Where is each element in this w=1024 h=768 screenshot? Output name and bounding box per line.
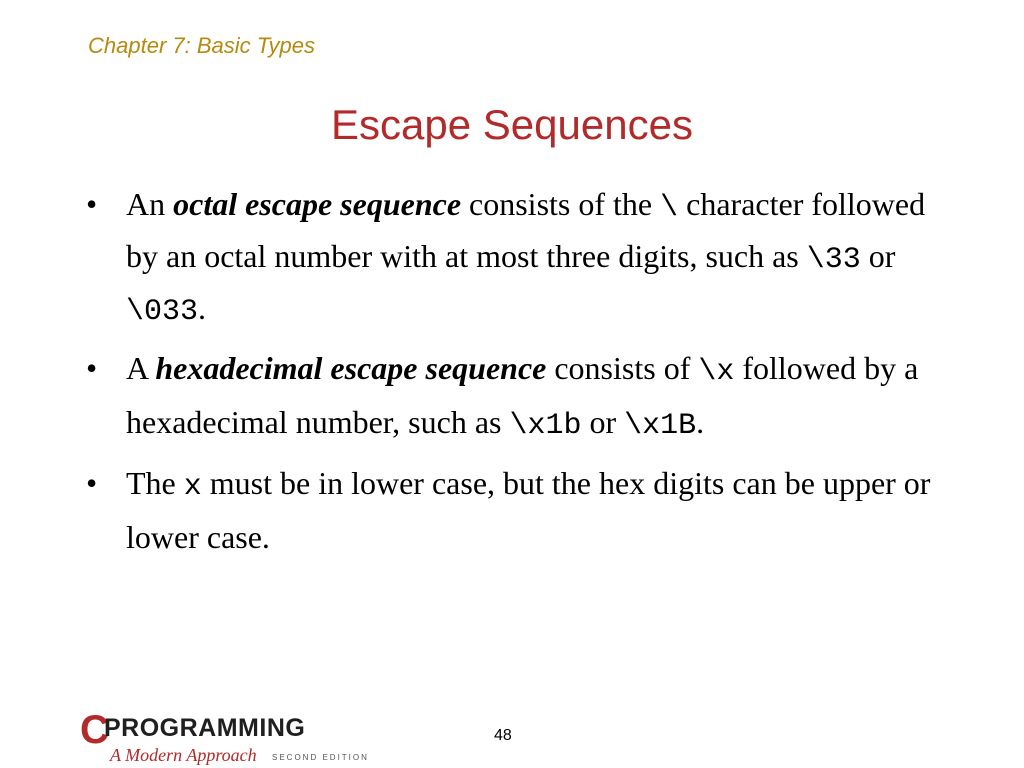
bullet-text: . [696, 404, 705, 440]
bullet-text: character followed by an octal number with at most three digits, such as [126, 186, 926, 274]
logo-subtitle: A Modern Approach [110, 745, 257, 765]
code-hex-prefix: \x [698, 355, 735, 389]
bullet-text: A [126, 350, 156, 386]
bullet-text: consists of [546, 350, 699, 386]
bullet-case [84, 458, 944, 562]
code-octal-long: \033 [126, 295, 199, 329]
term-hex: hexadecimal escape sequence [155, 350, 547, 386]
logo-c-letter: C [80, 708, 109, 752]
chapter-label: Chapter 7: Basic Types [88, 33, 316, 58]
bullet-text: or [860, 238, 896, 274]
page-number: 48 [494, 727, 512, 744]
bullet-text: or [581, 404, 625, 440]
bullet-octal [84, 180, 944, 336]
logo-edition: SECOND EDITION [272, 753, 369, 762]
book-logo [80, 708, 380, 768]
bullet-text: The [126, 465, 184, 501]
bullet-text: consists of the [461, 186, 661, 222]
code-hex-lower: \x1b [509, 409, 582, 443]
bullet-text: . [198, 290, 207, 326]
code-hex-upper: \x1B [624, 409, 697, 443]
bullet-text: An [126, 186, 174, 222]
bullet-hex [84, 343, 944, 451]
bullet-text: followed by a hexadecimal number, such as [126, 350, 919, 440]
bullet-marker: • [86, 350, 98, 386]
term-octal: octal escape sequence [173, 186, 462, 222]
code-backslash: \ [660, 191, 679, 225]
bullet-marker: • [86, 186, 98, 222]
bullet-text: must be in lower case, but the hex digits can be upper or lower case. [126, 465, 931, 555]
slide-title: Escape Sequences [331, 101, 693, 148]
bullet-marker: • [86, 465, 98, 501]
code-octal-short: \33 [806, 243, 861, 277]
code-x: x [183, 470, 202, 504]
logo-wordmark: PROGRAMMING [104, 714, 306, 742]
bullet-list [84, 180, 944, 569]
